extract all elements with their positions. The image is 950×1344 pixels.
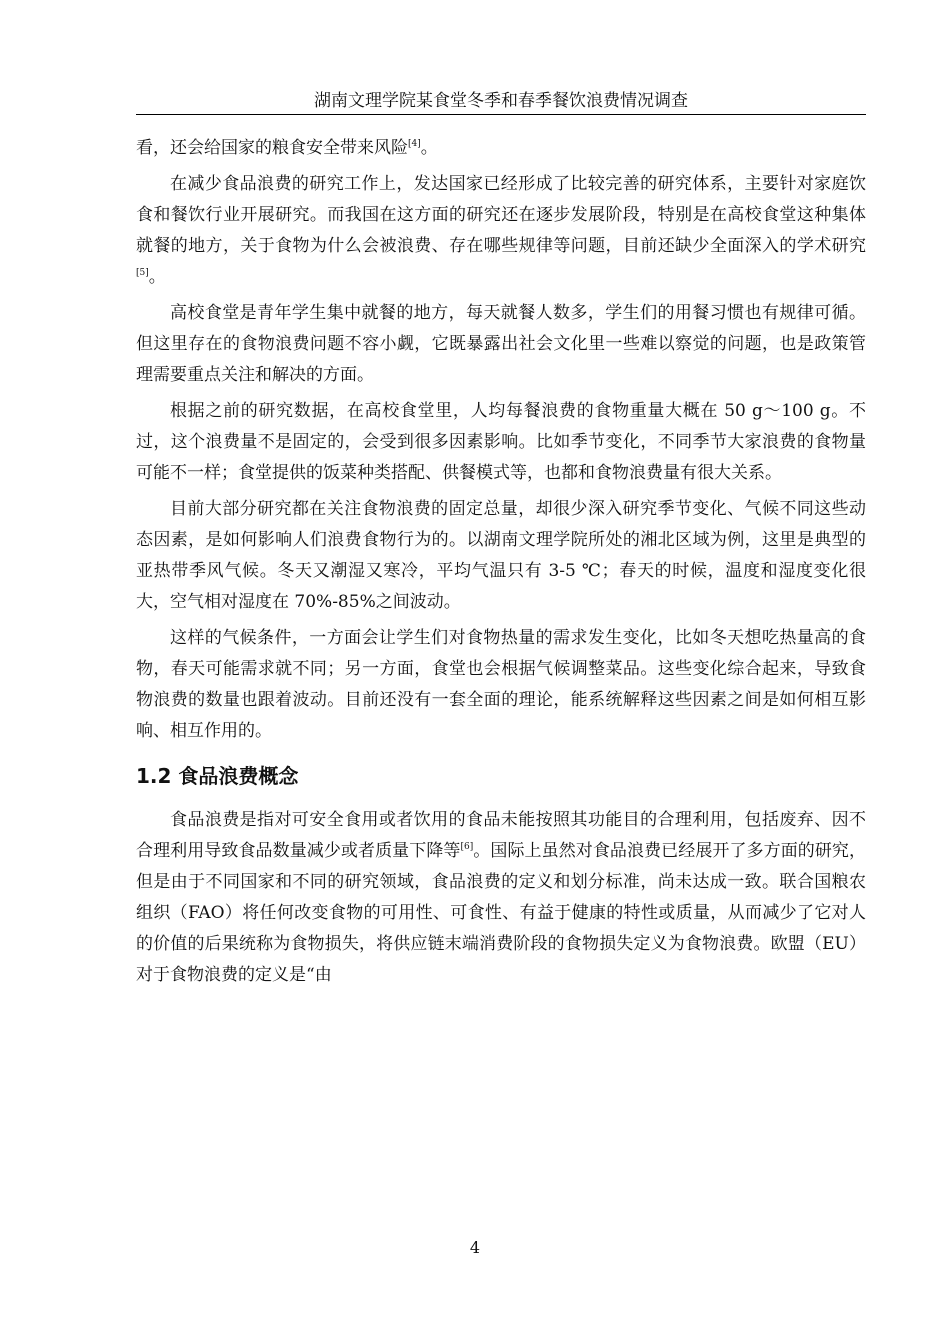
paragraph-food-waste-concept xyxy=(136,805,866,991)
paragraph-continuation xyxy=(136,133,866,164)
paragraph-text: 看，还会给国家的粮食安全带来风险 xyxy=(136,138,408,158)
citation-ref: [4] xyxy=(408,139,421,149)
paragraph-climate: 目前大部分研究都在关注食物浪费的固定总量，却很少深入研究季节变化、气候不同这些动态因素，是如何影响人们浪费食物行为的。以湖南文理学院所处的湘北区域为例，这里是典型的亚热带季风气候。冬天又潮湿又寒冷，平均气温只有 3-5 ℃；春天的时候，温度和湿度变化很大，空气相对湿度在 70%-85%之间波动。 xyxy=(136,499,866,612)
paragraph-text: 在减少食品浪费的研究工作上，发达国家已经形成了比较完善的研究体系，主要针对家庭饮食和餐饮行业开展研究。而我国在这方面的研究还在逐步发展阶段，特别是在高校食堂这种集体就餐的地方，关于食物为什么会被浪费、存在哪些规律等问题，目前还缺少全面深入的学术研究 xyxy=(136,174,866,256)
paragraph-research-systems xyxy=(136,169,866,293)
running-header: 湖南文理学院某食堂冬季和春季餐饮浪费情况调查 xyxy=(136,90,866,115)
paragraph-climate-effects: 这样的气候条件，一方面会让学生们对食物热量的需求发生变化，比如冬天想吃热量高的食物，春天可能需求就不同；另一方面，食堂也会根据气候调整菜品。这些变化综合起来，导致食物浪费的数量也跟着波动。目前还没有一套全面的理论，能系统解释这些因素之间是如何相互影响、相互作用的。 xyxy=(136,628,866,741)
paragraph-tail: 。 xyxy=(148,267,166,287)
citation-ref: [6] xyxy=(460,842,474,852)
body-content xyxy=(136,133,866,991)
page-number: 4 xyxy=(469,1238,481,1257)
paragraph-waste-amount: 根据之前的研究数据，在高校食堂里，人均每餐浪费的食物重量大概在 50 g～100 g。不过，这个浪费量不是固定的，会受到很多因素影响。比如季节变化，不同季节大家浪费的食物量可能不一样；食堂提供的饭菜种类搭配、供餐模式等，也都和食物浪费量有很大关系。 xyxy=(136,401,866,483)
paragraph-tail: 。国际上虽然对食品浪费已经展开了多方面的研究，但是由于不同国家和不同的研究领域，食品浪费的定义和划分标准，尚未达成一致。联合国粮农组织（FAO）将任何改变食物的可用性、可食性、有益于健康的特性或质量，从而减少了它对人的价值的后果统称为食物损失，将供应链末端消费阶段的食物损失定义为食物浪费。欧盟（EU）对于食物浪费的定义是“由 xyxy=(136,841,867,985)
paragraph-canteen: 高校食堂是青年学生集中就餐的地方，每天就餐人数多，学生们的用餐习惯也有规律可循。但这里存在的食物浪费问题不容小觑，它既暴露出社会文化里一些难以察觉的问题，也是政策管理需要重点关注和解决的方面。 xyxy=(136,303,866,385)
citation-ref: [5] xyxy=(136,268,149,278)
paragraph-text: 食品浪费是指对可安全食用或者饮用的食品未能按照其功能目的合理利用，包括废弃、因不合理利用导致食品数量减少或者质量下降等 xyxy=(136,810,866,861)
section-heading: 1.2 食品浪费概念 xyxy=(136,764,299,788)
paragraph-tail: 。 xyxy=(420,138,438,158)
